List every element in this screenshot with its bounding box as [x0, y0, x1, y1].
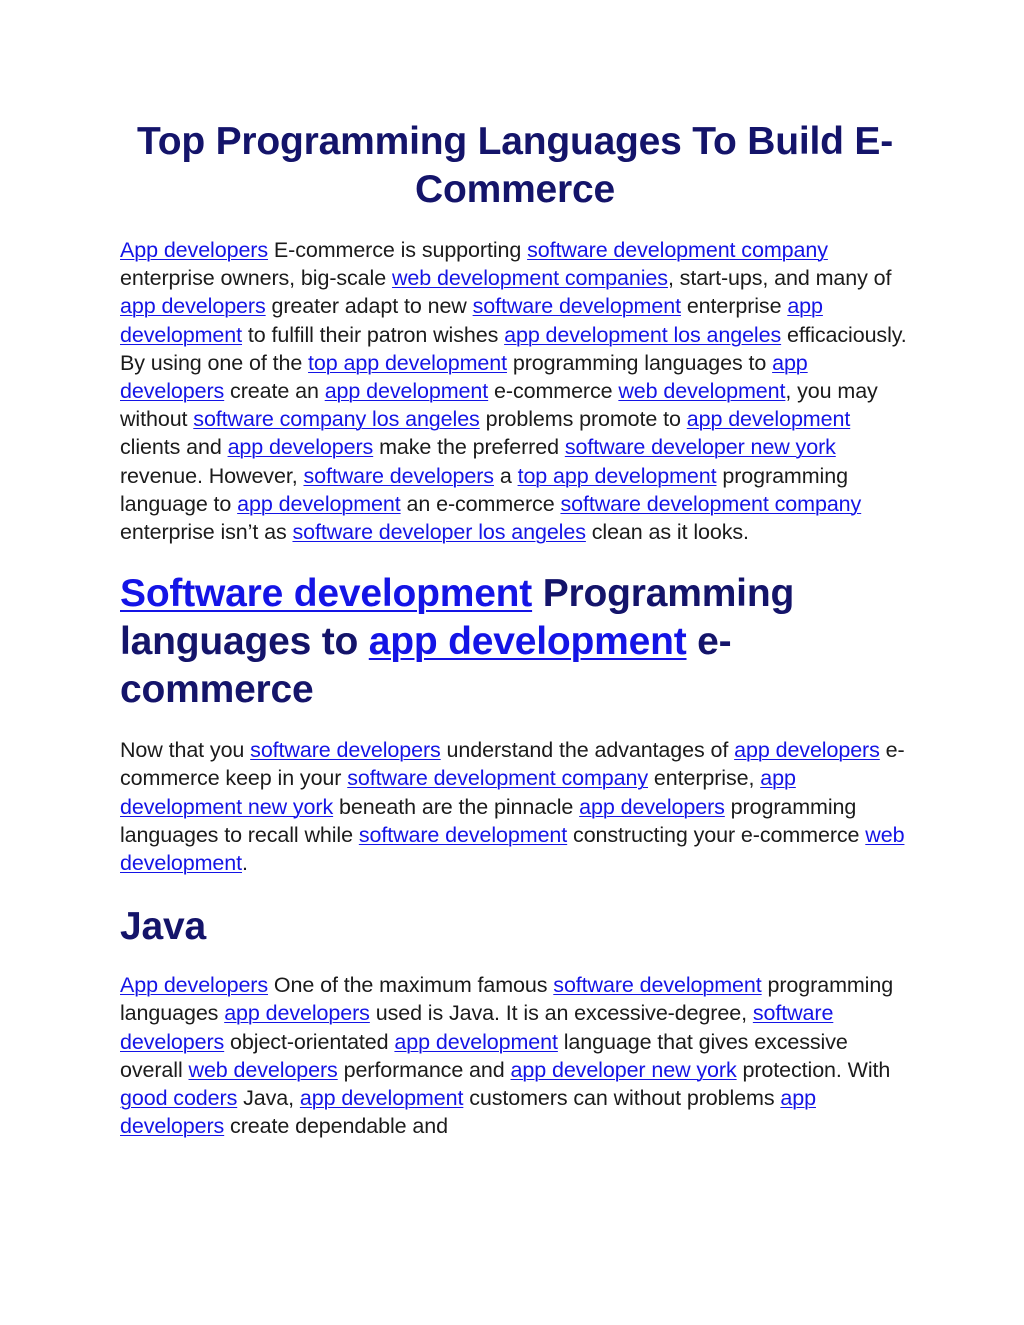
text-run: programming language to — [120, 463, 848, 516]
inline-link[interactable]: app development — [686, 407, 851, 432]
text-run: create dependable and — [224, 1114, 448, 1139]
inline-link[interactable]: top app development — [308, 350, 507, 375]
inline-link[interactable]: app developers — [579, 794, 725, 819]
text-run: Programming languages to — [120, 572, 795, 664]
inline-link[interactable]: software developers — [250, 738, 441, 763]
inline-link[interactable]: app development — [237, 491, 401, 516]
inline-link[interactable]: app development new york — [120, 766, 796, 819]
text-run: clean as it looks. — [585, 520, 749, 545]
text-run: create an — [224, 379, 325, 404]
inline-link[interactable]: Software development — [120, 572, 533, 616]
inline-link[interactable]: good coders — [120, 1086, 238, 1111]
text-run: e-commerce keep in your — [120, 738, 905, 791]
text-run: customers can without problems — [463, 1086, 781, 1111]
inline-link[interactable]: app development — [324, 379, 489, 404]
text-run: revenue. However, — [120, 463, 304, 488]
inline-link[interactable]: software developer los angeles — [292, 520, 586, 545]
inline-link[interactable]: app developers — [120, 294, 266, 319]
text-run: enterprise owners, big-scale — [120, 266, 392, 291]
text-run: understand the advantages of — [440, 738, 735, 763]
inline-link[interactable]: app developers — [734, 738, 880, 763]
text-run: One of the maximum famous — [268, 973, 554, 998]
text-run: clients and — [120, 435, 228, 460]
text-run: programming languages to recall while — [120, 794, 857, 847]
text-run: efficaciously. By using one of the — [120, 322, 907, 375]
inline-link[interactable]: app developers — [120, 1086, 816, 1139]
text-run: object-orientated — [224, 1029, 395, 1054]
text-run: programming languages — [120, 973, 894, 1026]
inline-link[interactable]: software development — [358, 822, 568, 847]
inline-link[interactable]: software developers — [303, 463, 494, 488]
text-run: e-commerce — [120, 620, 732, 712]
text-run: enterprise isn’t as — [120, 520, 293, 545]
text-run: protection. With — [736, 1057, 891, 1082]
inline-link[interactable]: software development company — [560, 491, 862, 516]
text-run: e-commerce — [488, 379, 619, 404]
text-run: language that gives excessive overall — [120, 1029, 848, 1082]
inline-link[interactable]: web development companies — [391, 266, 668, 291]
section-java-paragraph — [120, 971, 910, 1140]
text-run: performance and — [337, 1057, 511, 1082]
inline-link[interactable]: app development los angeles — [504, 322, 782, 347]
inline-link[interactable]: software developers — [120, 1001, 834, 1054]
text-run: , you may without — [120, 379, 878, 432]
text-run: enterprise, — [648, 766, 761, 791]
inline-link[interactable]: software developer new york — [564, 435, 836, 460]
section-programming-languages-paragraph — [120, 736, 910, 877]
inline-link[interactable]: app development — [368, 620, 687, 664]
text-run: greater adapt to new — [265, 294, 473, 319]
inline-link[interactable]: app development — [394, 1029, 558, 1054]
inline-link[interactable]: app developers — [227, 435, 374, 460]
text-run: , start-ups, and many of — [667, 266, 892, 291]
inline-link[interactable]: app developers — [120, 350, 808, 404]
text-run: problems promote to — [479, 407, 687, 432]
inline-link[interactable]: top app development — [517, 463, 717, 488]
inline-link[interactable]: app developers — [224, 1001, 370, 1026]
inline-link[interactable]: app development — [299, 1086, 464, 1111]
text-run: programming languages to — [506, 350, 773, 375]
text-run: used is Java. It is an excessive-degree, — [369, 1001, 753, 1026]
text-run: an e-commerce — [400, 491, 561, 516]
inline-link[interactable]: software development — [472, 294, 681, 319]
section-heading-programming-languages — [120, 570, 910, 714]
text-run: E-commerce is supporting — [268, 238, 528, 262]
inline-link[interactable]: software development — [553, 973, 762, 998]
text-run: to fulfill their patron wishes — [242, 322, 505, 347]
inline-link[interactable]: software company los angeles — [193, 407, 480, 432]
inline-link[interactable]: web development — [618, 379, 786, 404]
inline-link[interactable]: app developer new york — [510, 1057, 737, 1082]
text-run: Java, — [237, 1086, 300, 1111]
document-page — [120, 118, 910, 1140]
text-run: Now that you — [120, 738, 251, 763]
inline-link[interactable]: software development company — [527, 238, 828, 262]
text-run: a — [493, 463, 518, 488]
text-run: . — [242, 851, 248, 876]
text-run: constructing your e-commerce — [567, 822, 866, 847]
inline-link[interactable]: software development company — [347, 766, 648, 791]
inline-link[interactable]: web development — [120, 822, 905, 876]
page-title: Top Programming Languages To Build E-Commerce — [137, 120, 893, 211]
inline-link[interactable]: web developers — [188, 1057, 338, 1082]
inline-link[interactable]: App developers — [120, 238, 269, 262]
section-heading-java: Java — [120, 905, 206, 949]
text-run: enterprise — [680, 294, 788, 319]
inline-link[interactable]: app development — [120, 294, 823, 347]
intro-paragraph — [120, 236, 910, 546]
text-run: beneath are the pinnacle — [333, 794, 580, 819]
text-run: make the preferred — [373, 435, 565, 460]
inline-link[interactable]: App developers — [120, 973, 269, 998]
